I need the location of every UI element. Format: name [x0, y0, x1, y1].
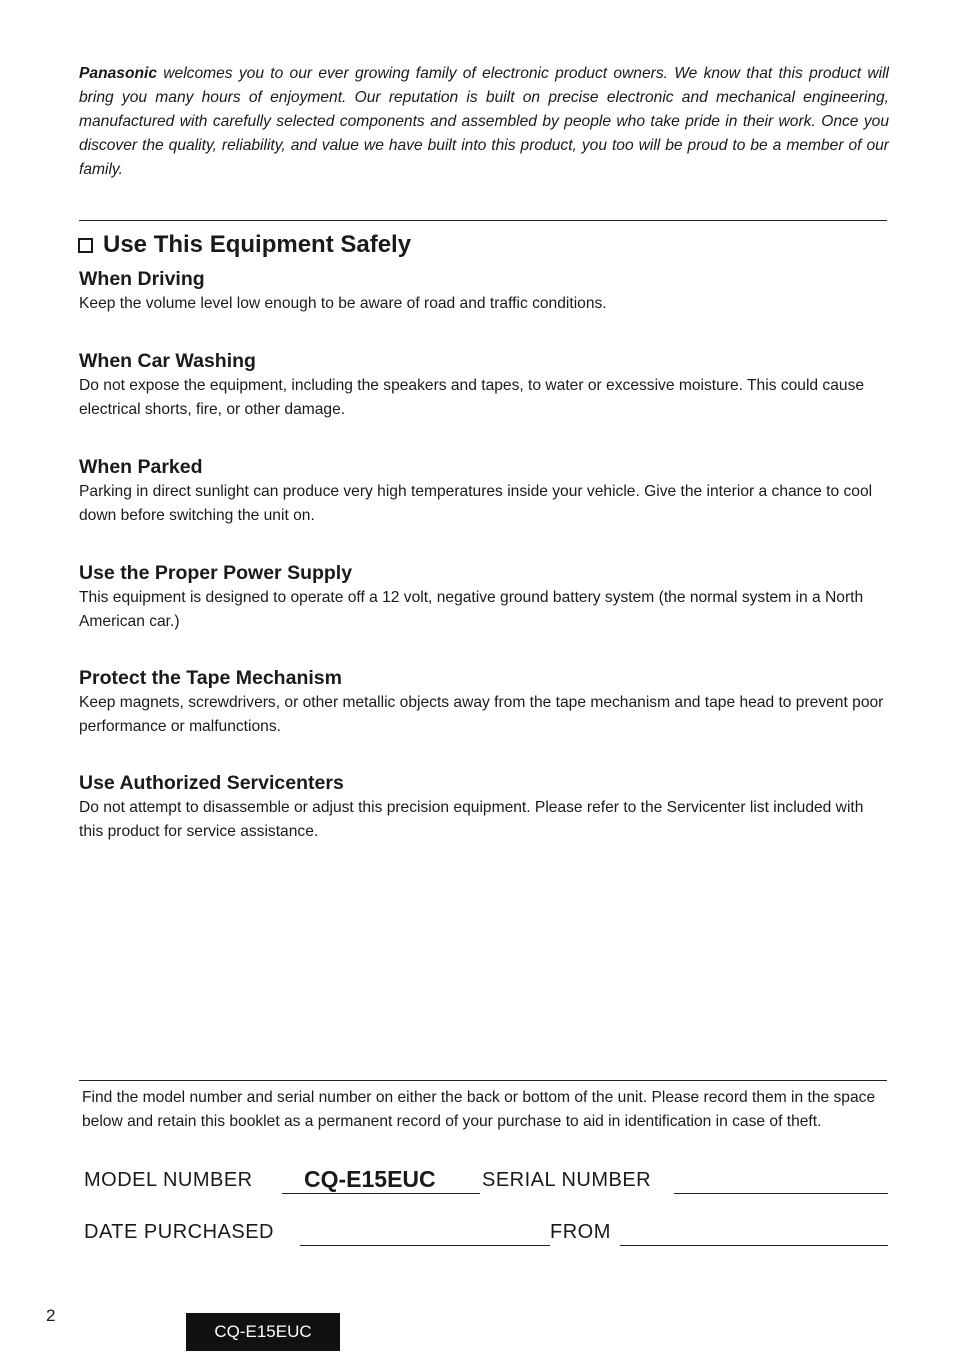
record-instructions: Find the model number and serial number on either the back or bottom of the unit. Please record them in the space below and retain this booklet as a permanent record of your purchase to aid in identification in case of theft.: [82, 1089, 876, 1130]
date-from-row: [84, 1218, 888, 1248]
main-heading-text: Use This Equipment Safely: [103, 231, 412, 258]
checkbox-icon: [78, 238, 93, 253]
section-tape-mechanism: [79, 665, 889, 738]
section-servicenters: [79, 770, 889, 843]
date-purchased-label: DATE PURCHASED: [84, 1221, 274, 1243]
section-title: Use Authorized Servicenters: [79, 772, 344, 794]
section-when-driving: [79, 266, 889, 316]
section-when-parked: [79, 454, 889, 527]
page-number: 2: [46, 1306, 56, 1325]
record-divider: [79, 1080, 887, 1081]
section-body: Do not attempt to disassemble or adjust this precision equipment. Please refer to the Servicenter list included with this product for service assistance.: [79, 799, 864, 840]
top-divider: [79, 220, 887, 221]
section-power-supply: [79, 560, 889, 633]
section-body: Keep the volume level low enough to be aware of road and traffic conditions.: [79, 295, 607, 312]
section-title: Use the Proper Power Supply: [79, 562, 353, 584]
model-number-value: CQ-E15EUC: [304, 1166, 436, 1192]
section-car-washing: [79, 348, 889, 421]
serial-number-field[interactable]: [674, 1193, 888, 1194]
section-title: When Car Washing: [79, 350, 256, 372]
section-body: Parking in direct sunlight can produce very high temperatures inside your vehicle. Give the interior a chance to cool down before switching the unit on.: [79, 483, 873, 524]
section-title: When Driving: [79, 268, 205, 290]
section-body: Keep magnets, screwdrivers, or other metallic objects away from the tape mechanism and tape head to prevent poor performance or malfunctions.: [79, 694, 884, 735]
model-number-label: MODEL NUMBER: [84, 1169, 253, 1191]
intro-text: welcomes you to our ever growing family of electronic product owners. We know that this product will bring you many hours of enjoyment. Our reputation is built on precise electronic and mechanical engineering, manufactured with carefully selected components and assembled by people who take pride in their work. Once you discover the quality, reliability, and value we have built into this product, you too will be proud to be a member of our family.: [79, 65, 889, 178]
section-body: This equipment is designed to operate off a 12 volt, negative ground battery system (the normal system in a North American car.): [79, 589, 864, 630]
from-label: FROM: [550, 1221, 611, 1243]
intro-paragraph: [79, 62, 889, 182]
main-heading: [78, 228, 411, 262]
section-title: Protect the Tape Mechanism: [79, 667, 342, 689]
model-badge: CQ-E15EUC: [186, 1313, 340, 1351]
date-purchased-field[interactable]: [300, 1245, 550, 1246]
serial-number-label: SERIAL NUMBER: [482, 1169, 652, 1191]
section-title: When Parked: [79, 456, 203, 478]
brand-name: Panasonic: [79, 65, 157, 82]
from-field[interactable]: [620, 1245, 888, 1246]
section-body: Do not expose the equipment, including the speakers and tapes, to water or excessive moisture. This could cause electrical shorts, fire, or other damage.: [79, 377, 865, 418]
model-serial-row: [84, 1166, 888, 1196]
model-number-field[interactable]: [282, 1193, 480, 1194]
